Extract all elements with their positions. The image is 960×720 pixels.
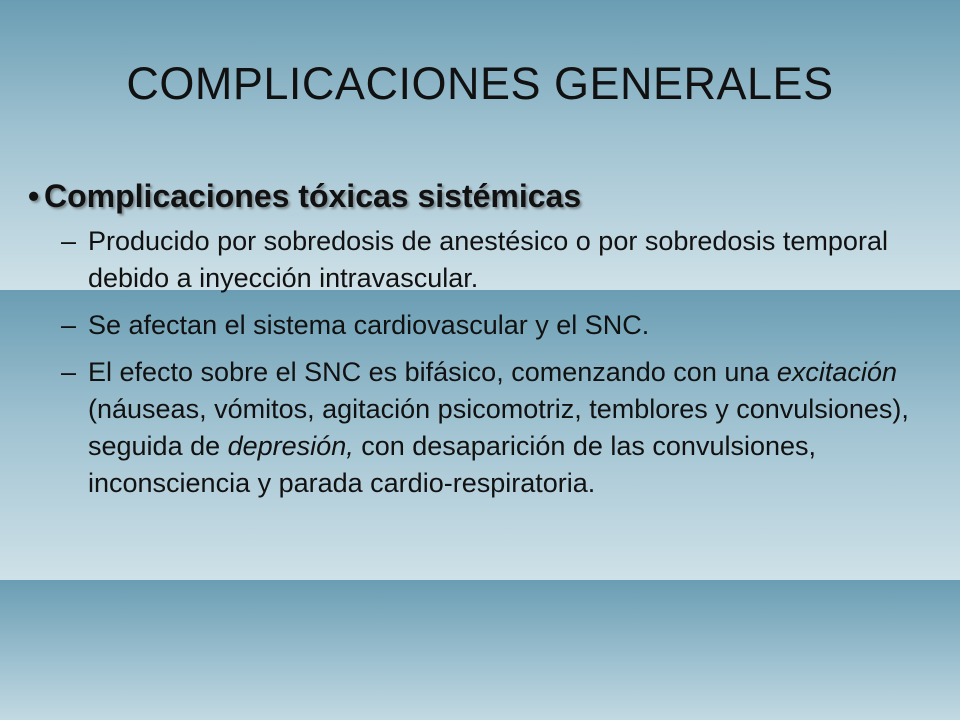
sub-item-systems [30,307,945,344]
sub-item-overdose [30,223,945,297]
dash-icon: – [61,357,77,387]
dash-icon: – [61,226,77,256]
sub-item-snc-effect [30,354,945,502]
text-segment: El efecto sobre el SNC es bifásico, comenzando con una [88,357,777,387]
sub-item-text: Producido por sobredosis de anestésico o por sobredosis temporal debido a inyección intravascular. [88,226,888,293]
bullet-text: Complicaciones tóxicas sistémicas [44,178,582,214]
slide-content [30,173,945,502]
bullet-item [30,173,945,219]
bullet-icon: • [28,178,40,214]
italic-term-depresion: depresión, [227,431,354,461]
background-band-bottom [0,580,960,720]
italic-term-excitacion: excitación [776,357,897,387]
slide-title: COMPLICACIONES GENERALES [126,58,834,109]
sub-item-text: Se afectan el sistema cardiovascular y el SNC. [88,310,650,340]
dash-icon: – [61,310,77,340]
sub-item-text [88,357,909,498]
text-segment: con desaparición de las convulsiones, inconsciencia y parada cardio-respiratoria. [88,431,817,498]
text-segment: (náuseas, vómitos, agitación psicomotriz, temblores y convulsiones), seguida de [88,394,909,461]
